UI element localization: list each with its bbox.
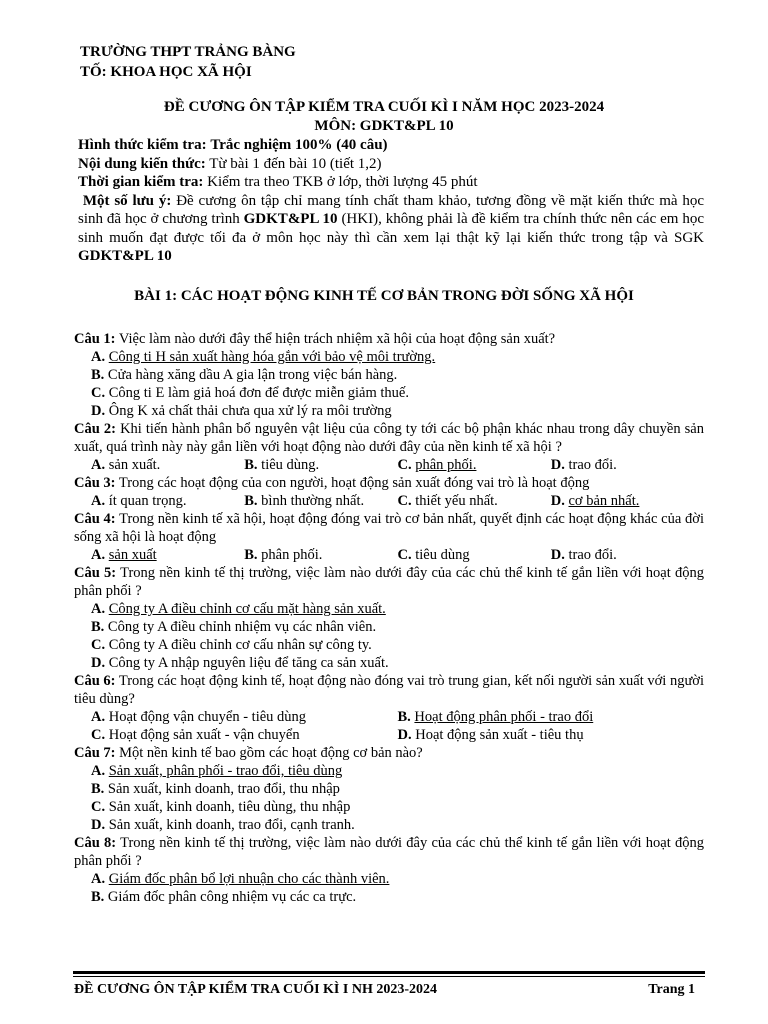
answer-option [244,546,397,564]
option-text: Sản xuất, kinh doanh, trao đổi, thu nhập [107,781,340,797]
option-key: B. [397,709,411,725]
school-header [80,42,296,82]
note-subject-2: GDKT&PL 10 [78,248,172,264]
question-list [74,330,704,906]
option-key: D. [91,655,106,671]
question-text: Trong nền kinh tế thị trường, việc làm nào dưới đây của các chủ thể kinh tế gắn liền với hoạt động phân phối ? [74,565,704,599]
exam-content-value: Từ bài 1 đến bài 10 (tiết 1,2) [209,155,382,172]
option-key: A. [91,709,106,725]
footer-divider-thin [73,976,705,977]
answer-option [551,492,704,510]
option-text: Sản xuất, kinh doanh, tiêu dùng, thu nhập [108,799,351,815]
answer-option [91,708,398,726]
option-text: Sản xuất, kinh doanh, trao đổi, cạnh tranh. [108,817,355,833]
note-text-2: (HKI), không phải là đề kiểm tra chính thức nên các em học sinh muốn đạt được tối đa ở môn học này thì cần xem lại thật kỹ lại kiến thức trong tập và SGK [78,211,705,246]
lesson-title: BÀI 1: CÁC HOẠT ĐỘNG KINH TẾ CƠ BẢN TRONG ĐỜI SỐNG XÃ HỘI [134,288,634,304]
answer-option [398,708,705,726]
answer-option [74,888,704,906]
option-text: sản xuất [108,547,157,563]
exam-form-value: Trắc nghiệm 100% (40 câu) [210,137,388,153]
question-label: Câu 8: [74,835,117,851]
question-stem [74,510,704,546]
option-text: Công ty A điều chỉnh cơ cấu nhân sự công ty. [108,637,372,653]
option-text: Ông K xả chất thải chưa qua xử lý ra môi trường [108,403,392,419]
option-key: C. [397,457,412,473]
exam-form-label: Hình thức kiểm tra: [78,137,207,153]
question-text: Việc làm nào dưới đây thể hiện trách nhiệm xã hội của hoạt động sản xuất? [118,331,556,347]
question-text: Trong nền kinh tế xã hội, hoạt động đóng vai trò cơ bản nhất, quyết định các hoạt động khác của đời sống xã hội là hoạt động [74,511,704,545]
option-text: Hoạt động sản xuất - tiêu thụ [415,727,584,743]
exam-time-row [78,173,704,192]
note-label: Một số lưu ý: [82,192,172,209]
option-text: Công ti H sản xuất hàng hóa gắn với bảo vệ môi trường. [108,349,436,365]
option-text: thiết yếu nhất. [415,493,498,509]
question-stem [74,564,704,600]
option-key: B. [244,457,258,473]
answer-option [398,546,551,564]
question-8 [74,834,704,906]
option-text: Giám đốc phân bổ lợi nhuận cho các thành viên. [108,871,390,887]
answer-option [398,726,705,744]
option-key: B. [91,367,105,383]
option-text: bình thường nhất. [261,493,365,509]
document-title [0,98,768,136]
exam-info [78,136,704,266]
answer-option [91,456,244,474]
option-key: A. [91,493,106,509]
note-subject-1: GDKT&PL 10 [243,211,338,227]
answer-option [74,402,704,420]
option-key: A. [91,457,106,473]
question-stem [74,672,704,708]
answer-option [74,636,704,654]
option-key: C. [91,799,106,815]
question-stem [74,744,704,762]
answer-option [74,816,704,834]
option-text: Công ty A điều chỉnh nhiệm vụ các nhân viên. [107,619,377,635]
option-key: D. [550,493,565,509]
option-key: A. [91,349,106,365]
department-name: TỐ: KHOA HỌC XÃ HỘI [80,64,252,80]
answer-option [551,546,704,564]
question-stem [74,474,704,492]
answer-option [91,492,244,510]
question-6 [74,672,704,744]
option-text: Sản xuất, phân phối - trao đổi, tiêu dùng [108,763,343,779]
question-stem [74,834,704,870]
option-text: Giám đốc phân công nhiệm vụ các ca trực. [107,889,357,905]
answer-options-row [74,456,704,474]
question-text: Một nền kinh tế bao gồm các hoạt động cơ bản nào? [119,745,423,761]
footer-title: ĐỀ CƯƠNG ÔN TẬP KIỂM TRA CUỐI KÌ I NH 2023-2024 [74,982,437,997]
exam-content-row [78,155,704,174]
option-text: Hoạt động sản xuất - vận chuyển [108,727,300,743]
question-label: Câu 7: [74,745,116,761]
question-label: Câu 3: [74,475,116,491]
school-name: TRƯỜNG THPT TRẢNG BÀNG [80,44,296,60]
option-text: trao đổi. [568,547,617,563]
question-3 [74,474,704,510]
answer-option [74,384,704,402]
question-text: Khi tiến hành phân bổ nguyên vật liệu của công ty tới các bộ phận khác nhau trong dây chuyền sản xuất, quá trình này này gắn liền với hoạt động nào dưới đây của nền kinh tế xã hội ? [74,421,704,455]
option-key: A. [91,871,106,887]
option-key: A. [91,763,106,779]
page-number: Trang 1 [648,982,695,997]
answer-option [398,492,551,510]
option-key: B. [244,493,258,509]
answer-option [91,726,398,744]
option-text: Công ty A nhập nguyên liệu để tăng ca sản xuất. [108,655,389,671]
answer-option [74,600,704,618]
question-2 [74,420,704,474]
answer-options-row [74,708,704,726]
answer-option [244,492,397,510]
exam-content-label: Nội dung kiến thức: [78,155,206,172]
option-key: C. [397,547,412,563]
option-key: D. [550,547,565,563]
option-text: Cửa hàng xăng dầu A gia lận trong việc bán hàng. [107,367,398,383]
option-key: D. [397,727,412,743]
answer-options-row [74,492,704,510]
answer-option [244,456,397,474]
answer-option [74,762,704,780]
option-key: B. [91,781,105,797]
option-text: phân phối. [261,547,323,563]
exam-form-row [78,136,704,155]
option-text: tiêu dùng [415,547,470,563]
question-label: Câu 2: [74,421,116,437]
question-text: Trong các hoạt động của con người, hoạt động sản xuất đóng vai trò là hoạt động [118,475,590,491]
answer-option [74,618,704,636]
option-key: C. [397,493,412,509]
option-key: C. [91,727,106,743]
option-key: B. [91,619,105,635]
question-label: Câu 5: [74,565,117,581]
question-stem [74,330,704,348]
option-key: B. [244,547,258,563]
option-text: ít quan trọng. [108,493,187,509]
option-text: Hoạt động phân phối - trao đổi [414,709,594,725]
option-text: trao đổi. [568,457,617,473]
option-text: Công ti E làm giả hoá đơn để được miễn giảm thuế. [108,385,409,401]
option-text: Hoạt động vận chuyển - tiêu dùng [108,709,307,725]
question-text: Trong nền kinh tế thị trường, việc làm nào dưới đây của các chủ thể kinh tế gắn liền với hoạt động phân phối ? [74,835,704,869]
answer-option [74,366,704,384]
question-stem [74,420,704,456]
answer-option [74,780,704,798]
question-text: Trong các hoạt động kinh tế, hoạt động nào đóng vai trò trung gian, kết nối người sản xuất với người tiêu dùng? [74,673,704,707]
note-text-1: Đề cương ôn tập chỉ mang tính chất tham khảo, tương đồng về mặt kiến thức mà học sinh đã học ở chương trình [78,192,705,227]
option-text: cơ bản nhất. [568,493,640,509]
answer-option [551,456,704,474]
question-7 [74,744,704,834]
answer-options-row [74,546,704,564]
answer-option [74,798,704,816]
answer-option [74,654,704,672]
option-text: tiêu dùng. [261,457,320,473]
question-4 [74,510,704,564]
option-key: D. [550,457,565,473]
option-key: A. [91,547,106,563]
exam-time-label: Thời gian kiểm tra: [78,174,204,190]
title-line-1: ĐỀ CƯƠNG ÔN TẬP KIỂM TRA CUỐI KÌ I NĂM HỌC 2023-2024 [163,99,605,115]
option-key: D. [91,817,106,833]
answer-option [74,348,704,366]
option-key: C. [91,385,106,401]
question-label: Câu 6: [74,673,116,689]
option-text: phân phối. [415,457,477,473]
footer-divider-thick [73,971,705,974]
question-5 [74,564,704,672]
option-key: D. [91,403,106,419]
answer-option [398,456,551,474]
answer-option [91,546,244,564]
title-line-2: MÔN: GDKT&PL 10 [314,118,454,134]
option-text: sản xuất. [108,457,161,473]
question-label: Câu 1: [74,331,116,347]
question-1 [74,330,704,420]
exam-time-value: Kiểm tra theo TKB ở lớp, thời lượng 45 phút [207,174,478,190]
exam-note [78,192,704,266]
answer-option [74,870,704,888]
option-key: C. [91,637,106,653]
question-label: Câu 4: [74,511,116,527]
option-key: B. [91,889,105,905]
answer-options-row [74,726,704,744]
option-key: A. [91,601,106,617]
option-text: Công ty A điều chỉnh cơ cấu mặt hàng sản xuất. [108,601,386,617]
